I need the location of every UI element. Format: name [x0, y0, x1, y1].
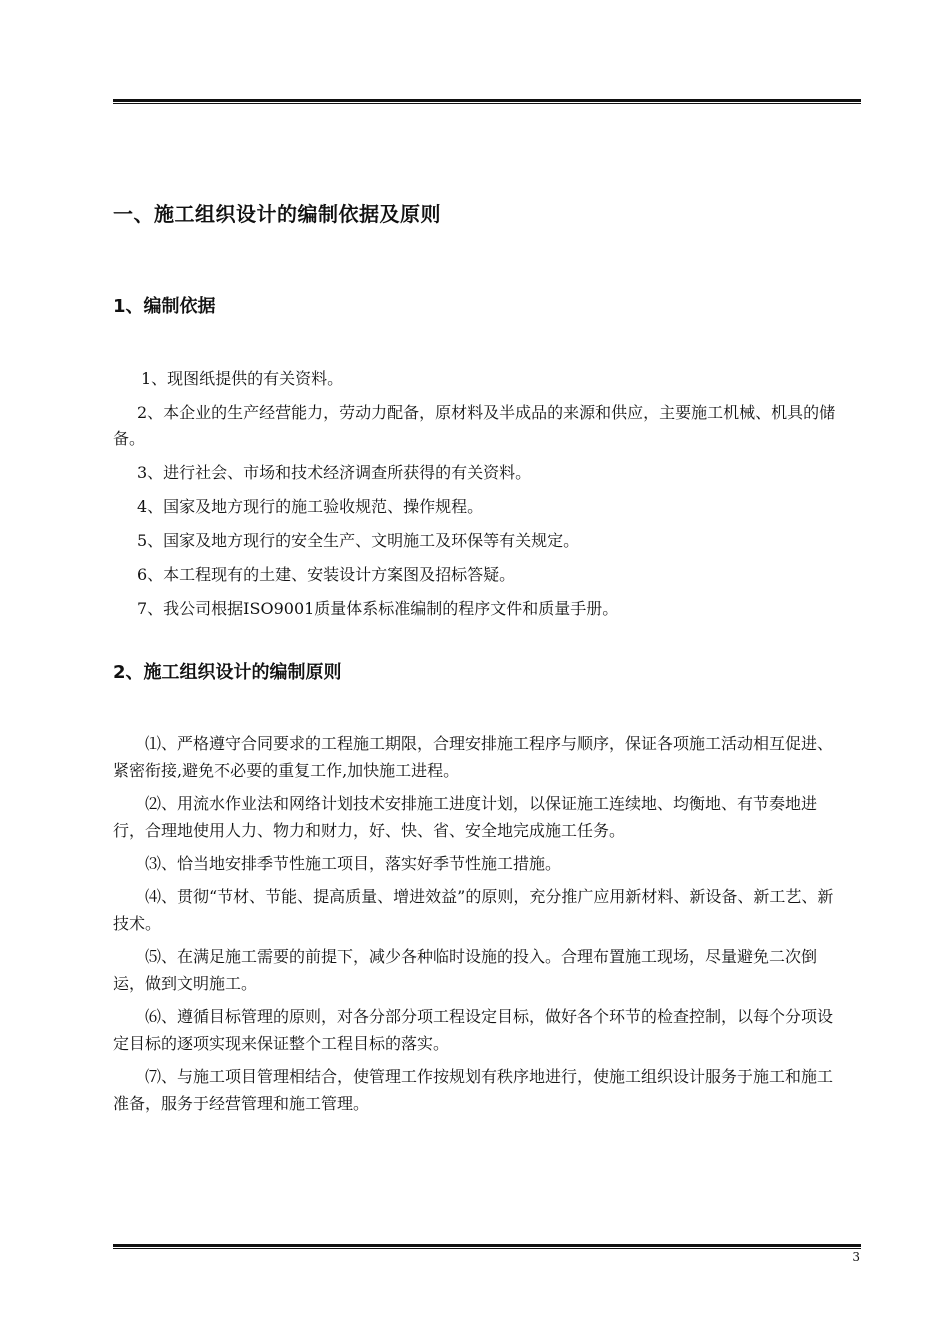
- principle-item: ⑺、与施工项目管理相结合，使管理工作按规划有秩序地进行，使施工组织设计服务于施工和施工准备，服务于经营管理和施工管理。: [113, 1067, 834, 1113]
- footer-rule: [113, 1244, 861, 1249]
- basis-item: 6、本工程现有的土建、安装设计方案图及招标答疑。: [137, 565, 516, 584]
- basis-heading: 1、编制依据: [113, 296, 216, 317]
- basis-item: 1、现图纸提供的有关资料。: [141, 369, 344, 388]
- basis-item: 5、国家及地方现行的安全生产、文明施工及环保等有关规定。: [137, 531, 580, 550]
- principles-heading: 2、施工组织设计的编制原则: [113, 662, 342, 683]
- basis-item: 2、本企业的生产经营能力，劳动力配备，原材料及半成品的来源和供应，主要施工机械、机具的储备。: [113, 403, 836, 448]
- basis-item: 7、我公司根据ISO9001质量体系标准编制的程序文件和质量手册。: [137, 599, 619, 618]
- basis-list: [113, 366, 861, 630]
- header-rule: [113, 99, 861, 104]
- page-number: 3: [852, 1250, 860, 1264]
- principle-item: ⑴、严格遵守合同要求的工程施工期限，合理安排施工程序与顺序，保证各项施工活动相互促进、紧密衔接,避免不必要的重复工作,加快施工进程。: [113, 734, 834, 780]
- principles-list: [113, 730, 848, 1123]
- principle-item: ⑷、贯彻“节材、节能、提高质量、增进效益”的原则，充分推广应用新材料、新设备、新工艺、新技术。: [113, 887, 834, 933]
- principle-item: ⑵、用流水作业法和网络计划技术安排施工进度计划，以保证施工连续地、均衡地、有节奏地进行，合理地使用人力、物力和财力，好、快、省、安全地完成施工任务。: [113, 794, 818, 840]
- principle-item: ⑹、遵循目标管理的原则，对各分部分项工程设定目标，做好各个环节的检查控制，以每个分项设定目标的逐项实现来保证整个工程目标的落实。: [113, 1007, 834, 1053]
- principle-item: ⑸、在满足施工需要的前提下，减少各种临时设施的投入。合理布置施工现场，尽量避免二次倒运，做到文明施工。: [113, 947, 818, 993]
- section-title: 一、施工组织设计的编制依据及原则: [113, 202, 441, 226]
- basis-item: 4、国家及地方现行的施工验收规范、操作规程。: [137, 497, 484, 516]
- principle-item: ⑶、恰当地安排季节性施工项目，落实好季节性施工措施。: [145, 854, 562, 873]
- basis-item: 3、进行社会、市场和技术经济调查所获得的有关资料。: [137, 463, 532, 482]
